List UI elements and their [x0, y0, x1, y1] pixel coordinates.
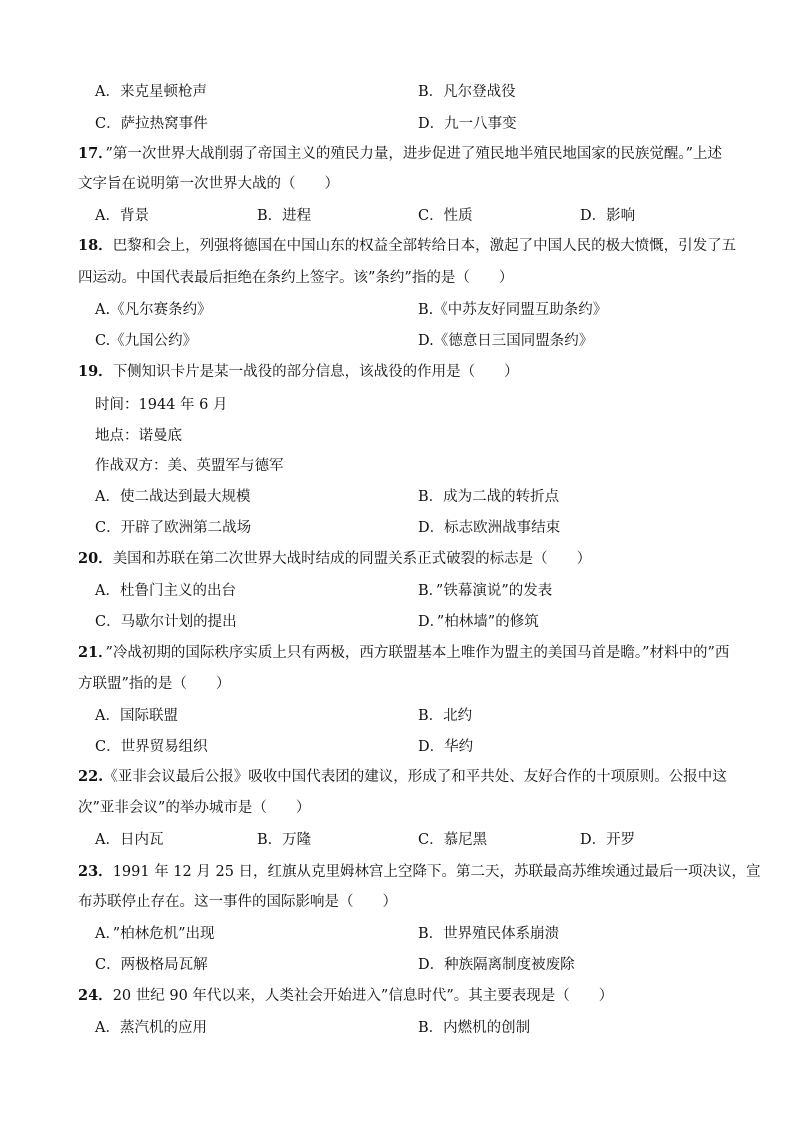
q20-option-a: A．杜鲁门主义的出台 — [95, 583, 236, 599]
q24-text: 20 世纪 90 年代以来，人类社会开始进入”信息时代”。其主要表现是（ ） — [112, 988, 614, 1004]
q23-stem-line-1 — [78, 862, 761, 882]
q17-option-c: C．性质 — [418, 208, 473, 224]
q24-option-b: B．内燃机的创制 — [418, 1020, 531, 1036]
q19-option-c: C．开辟了欧洲第二战场 — [95, 520, 252, 536]
q21-option-d: D．华约 — [418, 739, 474, 755]
q19-number: 19． — [78, 363, 113, 380]
q18-stem-line-2: 四运动。中国代表最后拒绝在条约上签字。该”条约”指的是（ ） — [78, 270, 514, 286]
q23-option-b: B．世界殖民体系崩溃 — [418, 926, 560, 942]
q22-stem-line-1 — [78, 767, 738, 787]
q17-stem-line-2: 文字旨在说明第一次世界大战的（ ） — [78, 176, 339, 192]
q21-option-c: C．世界贸易组织 — [95, 739, 208, 755]
q21-option-b: B．北约 — [418, 708, 473, 724]
q19-card-place: 地点：诺曼底 — [95, 428, 182, 444]
q24-stem-line-1 — [78, 986, 738, 1006]
q19-option-b: B．成为二战的转折点 — [418, 489, 560, 505]
q18-option-a: A.《凡尔赛条约》 — [95, 302, 212, 318]
q21-text: ”冷战初期的国际秩序实质上只有两极，西方联盟基本上唯作为盟主的美国马首是瞻。”材料中的”西 — [105, 645, 730, 661]
q20-option-b: B．”铁幕演说”的发表 — [418, 583, 553, 599]
q18-option-b: B.《中苏友好同盟互助条约》 — [418, 302, 608, 318]
q19-option-d: D．标志欧洲战事结束 — [418, 520, 561, 536]
q19-card-parties: 作战双方：美、英盟军与德军 — [95, 458, 284, 474]
q22-stem-line-2: 次”亚非会议”的举办城市是（ ） — [78, 800, 311, 816]
q20-option-d: D．”柏林墙”的修筑 — [418, 614, 539, 630]
q22-option-a: A．日内瓦 — [95, 832, 164, 848]
q22-option-b: B．万隆 — [257, 832, 312, 848]
q21-stem-line-2: 方联盟”指的是（ ） — [78, 676, 231, 692]
q21-stem-line-1 — [78, 643, 738, 663]
q18-option-d: D.《德意日三国同盟条约》 — [418, 333, 594, 349]
q19-stem-line-1 — [78, 362, 738, 382]
q23-text: 1991 年 12 月 25 日，红旗从克里姆林宫上空降下。第二天，苏联最高苏维埃通过最后一项决议，宣 — [112, 864, 761, 880]
q17-text: ”第一次世界大战削弱了帝国主义的殖民力量，进步促进了殖民地半殖民地国家的民族觉醒。”上述 — [105, 146, 723, 162]
q21-number: 21． — [78, 644, 106, 661]
q22-option-d: D．开罗 — [580, 832, 636, 848]
q16-option-a: A．来克星顿枪声 — [95, 84, 207, 100]
q20-stem-line-1 — [78, 549, 738, 569]
q23-option-d: D．种族隔离制度被废除 — [418, 957, 575, 973]
q21-option-a: A．国际联盟 — [95, 708, 178, 724]
q19-text: 下侧知识卡片是某一战役的部分信息，该战役的作用是（ ） — [112, 364, 519, 380]
q22-number: 22. — [78, 768, 104, 785]
q24-number: 24． — [78, 987, 113, 1004]
q17-option-b: B．进程 — [257, 208, 312, 224]
q20-number: 20． — [78, 550, 113, 567]
q17-option-a: A．背景 — [95, 208, 149, 224]
q20-option-c: C．马歇尔计划的提出 — [95, 614, 237, 630]
q23-stem-line-2: 布苏联停止存在。这一事件的国际影响是（ ） — [78, 894, 397, 910]
q18-number: 18． — [78, 237, 113, 254]
q23-number: 23． — [78, 863, 113, 880]
q23-option-a: A．”柏林危机”出现 — [95, 926, 215, 942]
q19-option-a: A．使二战达到最大规模 — [95, 489, 251, 505]
q16-option-c: C．萨拉热窝事件 — [95, 116, 208, 132]
q16-option-b: B．凡尔登战役 — [418, 84, 516, 100]
q20-text: 美国和苏联在第二次世界大战时结成的同盟关系正式破裂的标志是（ ） — [112, 551, 592, 567]
q18-stem-line-1 — [78, 236, 738, 256]
q23-option-c: C．两极格局瓦解 — [95, 957, 208, 973]
q22-text: 《亚非会议最后公报》吸收中国代表团的建议，形成了和平共处、友好合作的十项原则。公报中这 — [103, 769, 727, 785]
q17-option-d: D．影响 — [580, 208, 636, 224]
q24-option-a: A．蒸汽机的应用 — [95, 1020, 207, 1036]
q17-number: 17． — [78, 145, 106, 162]
q19-card-time: 时间：1944 年 6 月 — [95, 397, 228, 413]
q18-text: 巴黎和会上，列强将德国在中国山东的权益全部转给日本，激起了中国人民的极大愤慨，引发了五 — [112, 238, 737, 254]
q16-option-d: D．九一八事变 — [418, 116, 517, 132]
q18-option-c: C.《九国公约》 — [95, 333, 198, 349]
q17-stem-line-1 — [78, 144, 738, 164]
q22-option-c: C．慕尼黑 — [418, 832, 488, 848]
